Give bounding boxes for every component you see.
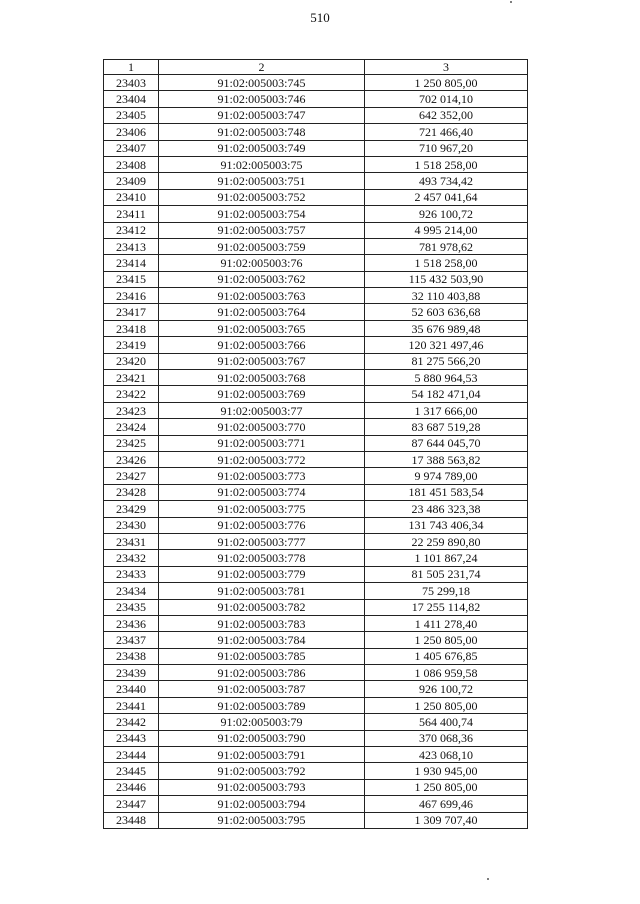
table-row: [104, 370, 528, 386]
table-row: [104, 222, 528, 238]
row-number-cell: 23422: [104, 386, 159, 402]
table-row: [104, 238, 528, 254]
cadastral-number-cell: 91:02:005003:770: [159, 419, 365, 435]
cadastral-value-cell: 2 457 041,64: [365, 189, 528, 205]
row-number-cell: 23413: [104, 238, 159, 254]
cadastral-number-cell: 91:02:005003:765: [159, 320, 365, 336]
cadastral-value-cell: 17 388 563,82: [365, 451, 528, 467]
cadastral-value-cell: 564 400,74: [365, 714, 528, 730]
row-number-cell: 23426: [104, 451, 159, 467]
column-header-number: 1: [104, 60, 159, 75]
cadastral-value-cell: 83 687 519,28: [365, 419, 528, 435]
table-row: [104, 337, 528, 353]
table-row: [104, 550, 528, 566]
table-row: [104, 648, 528, 664]
row-number-cell: 23447: [104, 796, 159, 812]
cadastral-value-table: [103, 59, 528, 829]
cadastral-number-cell: 91:02:005003:793: [159, 779, 365, 795]
row-number-cell: 23406: [104, 124, 159, 140]
cadastral-number-cell: 91:02:005003:789: [159, 697, 365, 713]
cadastral-number-cell: 91:02:005003:771: [159, 435, 365, 451]
cadastral-number-cell: 91:02:005003:776: [159, 517, 365, 533]
table-row: [104, 320, 528, 336]
row-number-cell: 23411: [104, 206, 159, 222]
row-number-cell: 23448: [104, 812, 159, 828]
cadastral-value-cell: 181 451 583,54: [365, 484, 528, 500]
cadastral-value-cell: 35 676 989,48: [365, 320, 528, 336]
row-number-cell: 23424: [104, 419, 159, 435]
table-row: [104, 124, 528, 140]
cadastral-value-cell: 87 644 045,70: [365, 435, 528, 451]
cadastral-value-cell: 1 405 676,85: [365, 648, 528, 664]
cadastral-number-cell: 91:02:005003:777: [159, 533, 365, 549]
table-row: [104, 583, 528, 599]
table-row: [104, 484, 528, 500]
cadastral-value-cell: 75 299,18: [365, 583, 528, 599]
cadastral-value-cell: 926 100,72: [365, 206, 528, 222]
row-number-cell: 23407: [104, 140, 159, 156]
row-number-cell: 23446: [104, 779, 159, 795]
row-number-cell: 23419: [104, 337, 159, 353]
cadastral-number-cell: 91:02:005003:759: [159, 238, 365, 254]
row-number-cell: 23427: [104, 468, 159, 484]
row-number-cell: 23442: [104, 714, 159, 730]
table-row: [104, 419, 528, 435]
table-row: [104, 206, 528, 222]
table-row: [104, 402, 528, 418]
row-number-cell: 23441: [104, 697, 159, 713]
cadastral-value-cell: 9 974 789,00: [365, 468, 528, 484]
cadastral-value-cell: 1 250 805,00: [365, 697, 528, 713]
row-number-cell: 23425: [104, 435, 159, 451]
cadastral-number-cell: 91:02:005003:772: [159, 451, 365, 467]
table-row: [104, 533, 528, 549]
cadastral-value-cell: 1 250 805,00: [365, 75, 528, 91]
cadastral-number-cell: 91:02:005003:75: [159, 156, 365, 172]
table-row: [104, 763, 528, 779]
table-row: [104, 697, 528, 713]
cadastral-number-cell: 91:02:005003:781: [159, 583, 365, 599]
row-number-cell: 23404: [104, 91, 159, 107]
row-number-cell: 23444: [104, 747, 159, 763]
cadastral-value-cell: 4 995 214,00: [365, 222, 528, 238]
cadastral-number-cell: 91:02:005003:773: [159, 468, 365, 484]
row-number-cell: 23409: [104, 173, 159, 189]
table-body: [104, 75, 528, 829]
cadastral-number-cell: 91:02:005003:795: [159, 812, 365, 828]
cadastral-number-cell: 91:02:005003:746: [159, 91, 365, 107]
cadastral-number-cell: 91:02:005003:791: [159, 747, 365, 763]
cadastral-value-cell: 702 014,10: [365, 91, 528, 107]
cadastral-number-cell: 91:02:005003:775: [159, 501, 365, 517]
table-row: [104, 566, 528, 582]
table-row: [104, 255, 528, 271]
cadastral-value-cell: 81 505 231,74: [365, 566, 528, 582]
table-row: [104, 796, 528, 812]
cadastral-number-cell: 91:02:005003:754: [159, 206, 365, 222]
cadastral-value-cell: 54 182 471,04: [365, 386, 528, 402]
cadastral-number-cell: 91:02:005003:784: [159, 632, 365, 648]
row-number-cell: 23429: [104, 501, 159, 517]
cadastral-value-cell: 120 321 497,46: [365, 337, 528, 353]
table-row: [104, 435, 528, 451]
table-row: [104, 353, 528, 369]
row-number-cell: 23421: [104, 370, 159, 386]
table-row: [104, 714, 528, 730]
cadastral-value-cell: 1 101 867,24: [365, 550, 528, 566]
cadastral-value-cell: 721 466,40: [365, 124, 528, 140]
row-number-cell: 23440: [104, 681, 159, 697]
cadastral-number-cell: 91:02:005003:748: [159, 124, 365, 140]
cadastral-number-cell: 91:02:005003:747: [159, 107, 365, 123]
table-row: [104, 189, 528, 205]
cadastral-value-cell: 370 068,36: [365, 730, 528, 746]
cadastral-value-cell: 493 734,42: [365, 173, 528, 189]
cadastral-number-cell: 91:02:005003:79: [159, 714, 365, 730]
table-row: [104, 451, 528, 467]
cadastral-number-cell: 91:02:005003:768: [159, 370, 365, 386]
cadastral-number-cell: 91:02:005003:749: [159, 140, 365, 156]
row-number-cell: 23438: [104, 648, 159, 664]
cadastral-number-cell: 91:02:005003:785: [159, 648, 365, 664]
cadastral-value-cell: 1 309 707,40: [365, 812, 528, 828]
cadastral-value-cell: 1 518 258,00: [365, 156, 528, 172]
cadastral-value-cell: 1 317 666,00: [365, 402, 528, 418]
page-number: 510: [310, 10, 330, 25]
row-number-cell: 23416: [104, 288, 159, 304]
row-number-cell: 23417: [104, 304, 159, 320]
cadastral-number-cell: 91:02:005003:790: [159, 730, 365, 746]
row-number-cell: 23428: [104, 484, 159, 500]
cadastral-number-cell: 91:02:005003:752: [159, 189, 365, 205]
table-row: [104, 632, 528, 648]
table-row: [104, 730, 528, 746]
cadastral-number-cell: 91:02:005003:745: [159, 75, 365, 91]
cadastral-value-cell: 467 699,46: [365, 796, 528, 812]
column-header-cadastral-number: 2: [159, 60, 365, 75]
cadastral-number-cell: 91:02:005003:774: [159, 484, 365, 500]
table-row: [104, 517, 528, 533]
cadastral-value-cell: 1 518 258,00: [365, 255, 528, 271]
cadastral-number-cell: 91:02:005003:757: [159, 222, 365, 238]
cadastral-number-cell: 91:02:005003:786: [159, 665, 365, 681]
cadastral-value-cell: 642 352,00: [365, 107, 528, 123]
row-number-cell: 23420: [104, 353, 159, 369]
row-number-cell: 23434: [104, 583, 159, 599]
row-number-cell: 23435: [104, 599, 159, 615]
cadastral-number-cell: 91:02:005003:779: [159, 566, 365, 582]
cadastral-number-cell: 91:02:005003:794: [159, 796, 365, 812]
row-number-cell: 23431: [104, 533, 159, 549]
table-row: [104, 747, 528, 763]
table-row: [104, 599, 528, 615]
row-number-cell: 23423: [104, 402, 159, 418]
cadastral-value-cell: 22 259 890,80: [365, 533, 528, 549]
cadastral-value-cell: 1 250 805,00: [365, 632, 528, 648]
row-number-cell: 23418: [104, 320, 159, 336]
table-row: [104, 681, 528, 697]
table-row: [104, 304, 528, 320]
cadastral-value-cell: 710 967,20: [365, 140, 528, 156]
row-number-cell: 23436: [104, 615, 159, 631]
row-number-cell: 23414: [104, 255, 159, 271]
row-number-cell: 23412: [104, 222, 159, 238]
table-row: [104, 107, 528, 123]
cadastral-value-cell: 926 100,72: [365, 681, 528, 697]
cadastral-number-cell: 91:02:005003:764: [159, 304, 365, 320]
table-row: [104, 91, 528, 107]
row-number-cell: 23410: [104, 189, 159, 205]
cadastral-value-cell: 1 930 945,00: [365, 763, 528, 779]
row-number-cell: 23432: [104, 550, 159, 566]
row-number-cell: 23443: [104, 730, 159, 746]
row-number-cell: 23437: [104, 632, 159, 648]
cadastral-value-cell: 1 086 959,58: [365, 665, 528, 681]
table-row: [104, 140, 528, 156]
table-row: [104, 288, 528, 304]
cadastral-number-cell: 91:02:005003:787: [159, 681, 365, 697]
cadastral-value-cell: 23 486 323,38: [365, 501, 528, 517]
table-row: [104, 156, 528, 172]
cadastral-number-cell: 91:02:005003:763: [159, 288, 365, 304]
row-number-cell: 23405: [104, 107, 159, 123]
scan-speck: [510, 1, 512, 3]
table-row: [104, 812, 528, 828]
cadastral-value-cell: 1 411 278,40: [365, 615, 528, 631]
row-number-cell: 23439: [104, 665, 159, 681]
cadastral-number-cell: 91:02:005003:782: [159, 599, 365, 615]
row-number-cell: 23403: [104, 75, 159, 91]
cadastral-value-cell: 17 255 114,82: [365, 599, 528, 615]
cadastral-value-cell: 131 743 406,34: [365, 517, 528, 533]
table-row: [104, 779, 528, 795]
column-header-value: 3: [365, 60, 528, 75]
cadastral-value-cell: 32 110 403,88: [365, 288, 528, 304]
row-number-cell: 23415: [104, 271, 159, 287]
row-number-cell: 23430: [104, 517, 159, 533]
cadastral-number-cell: 91:02:005003:767: [159, 353, 365, 369]
cadastral-value-cell: 115 432 503,90: [365, 271, 528, 287]
table-row: [104, 173, 528, 189]
cadastral-value-cell: 52 603 636,68: [365, 304, 528, 320]
table-row: [104, 501, 528, 517]
scan-speck: [487, 878, 489, 880]
table-row: [104, 615, 528, 631]
cadastral-number-cell: 91:02:005003:766: [159, 337, 365, 353]
cadastral-number-cell: 91:02:005003:778: [159, 550, 365, 566]
cadastral-number-cell: 91:02:005003:76: [159, 255, 365, 271]
cadastral-value-cell: 81 275 566,20: [365, 353, 528, 369]
table-row: [104, 665, 528, 681]
table-row: [104, 271, 528, 287]
cadastral-value-cell: 423 068,10: [365, 747, 528, 763]
row-number-cell: 23408: [104, 156, 159, 172]
table-row: [104, 468, 528, 484]
row-number-cell: 23445: [104, 763, 159, 779]
cadastral-value-cell: 5 880 964,53: [365, 370, 528, 386]
cadastral-number-cell: 91:02:005003:762: [159, 271, 365, 287]
cadastral-value-cell: 781 978,62: [365, 238, 528, 254]
cadastral-number-cell: 91:02:005003:77: [159, 402, 365, 418]
table-header-row: [104, 60, 528, 75]
table-row: [104, 75, 528, 91]
cadastral-value-cell: 1 250 805,00: [365, 779, 528, 795]
cadastral-number-cell: 91:02:005003:769: [159, 386, 365, 402]
cadastral-number-cell: 91:02:005003:751: [159, 173, 365, 189]
cadastral-number-cell: 91:02:005003:792: [159, 763, 365, 779]
table-row: [104, 386, 528, 402]
row-number-cell: 23433: [104, 566, 159, 582]
cadastral-number-cell: 91:02:005003:783: [159, 615, 365, 631]
